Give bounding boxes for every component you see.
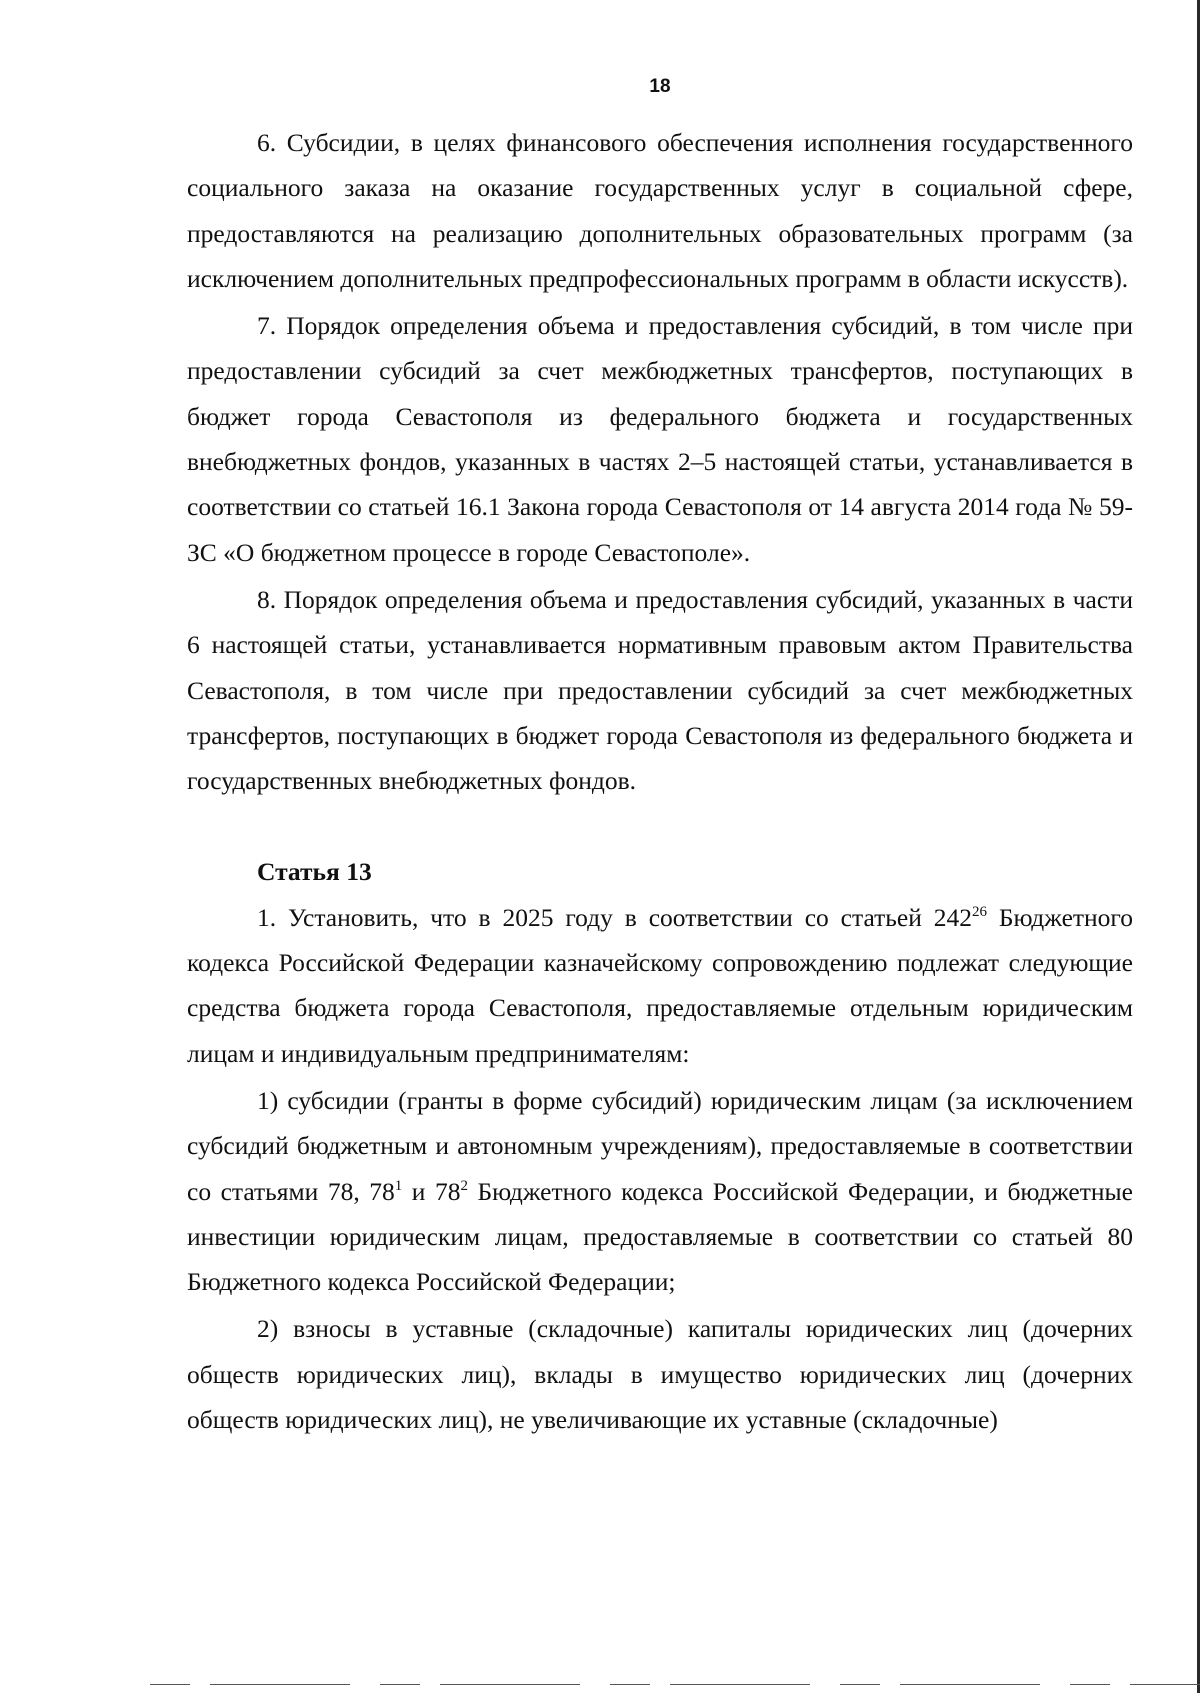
scan-border-bottom xyxy=(150,1684,1200,1685)
item-1-text-start: 1. Установить, что в 2025 году в соответствии со статьей 242 xyxy=(257,902,973,932)
subitem-1-text-part3: Бюджетного кодекса Российской Федерации, и бюджетные инвестиции юридическим лицам, предоставляемые в соответствии со статьей 80 Бюджетного кодекса Российской Федерации; xyxy=(187,1176,1133,1297)
subitem-1-superscript-2: 2 xyxy=(460,1177,468,1194)
subitem-1-superscript-1: 1 xyxy=(394,1177,403,1194)
page-number: 18 xyxy=(649,76,671,97)
paragraph-8: 8. Порядок определения объема и предоставления субсидий, указанных в части 6 настоящей статьи, устанавливается нормативным правовым актом Правительства Севастополя, в том числе при предоставлении субсидий за счет межбюджетных трансфертов, поступающих в бюджет города Севастополя из федерального бюджета и государственных внебюджетных фондов. xyxy=(187,584,1133,796)
item-1-superscript: 26 xyxy=(972,903,988,920)
article-item-1 xyxy=(187,895,1133,1076)
subitem-1-text-part2: и 78 xyxy=(402,1176,461,1206)
article-heading: Статья 13 xyxy=(257,857,372,887)
paragraph-6: 6. Субсидии, в целях финансового обеспечения исполнения государственного социального заказа на оказание государственных услуг в социальной сфере, предоставляются на реализацию дополнительных образовательных программ (за исключением дополнительных предпрофессиональных программ в области искусств). xyxy=(187,128,1133,293)
item-1-text-end: Бюджетного кодекса Российской Федерации казначейскому сопровождению подлежат следующие средства бюджета города Севастополя, предоставляемые отдельным юридическим лицам и индивидуальным предпринимателям: xyxy=(187,902,1133,1068)
document-body xyxy=(187,120,1133,1442)
subitem-1-text-part1: 1) субсидии (гранты в форме субсидий) юридическим лицам (за исключением субсидий бюджетным и автономным учреждениям), предоставляемые в соответствии со статьями 78, 78 xyxy=(187,1085,1133,1206)
article-subitem-1 xyxy=(187,1078,1133,1304)
article-subitem-2: 2) взносы в уставные (складочные) капиталы юридических лиц (дочерних обществ юридических лиц), вклады в имущество юридических лиц (дочерних обществ юридических лиц), не увеличивающие их уставные (складочные) xyxy=(187,1314,1133,1435)
paragraph-7: 7. Порядок определения объема и предоставления субсидий, в том числе при предоставлении субсидий за счет межбюджетных трансфертов, поступающих в бюджет города Севастополя из федерального бюджета и государственных внебюджетных фондов, указанных в частях 2–5 настоящей статьи, устанавливается в соответствии со статьей 16.1 Закона города Севастополя от 14 августа 2014 года № 59-ЗС «О бюджетном процессе в городе Севастополе». xyxy=(187,311,1133,567)
